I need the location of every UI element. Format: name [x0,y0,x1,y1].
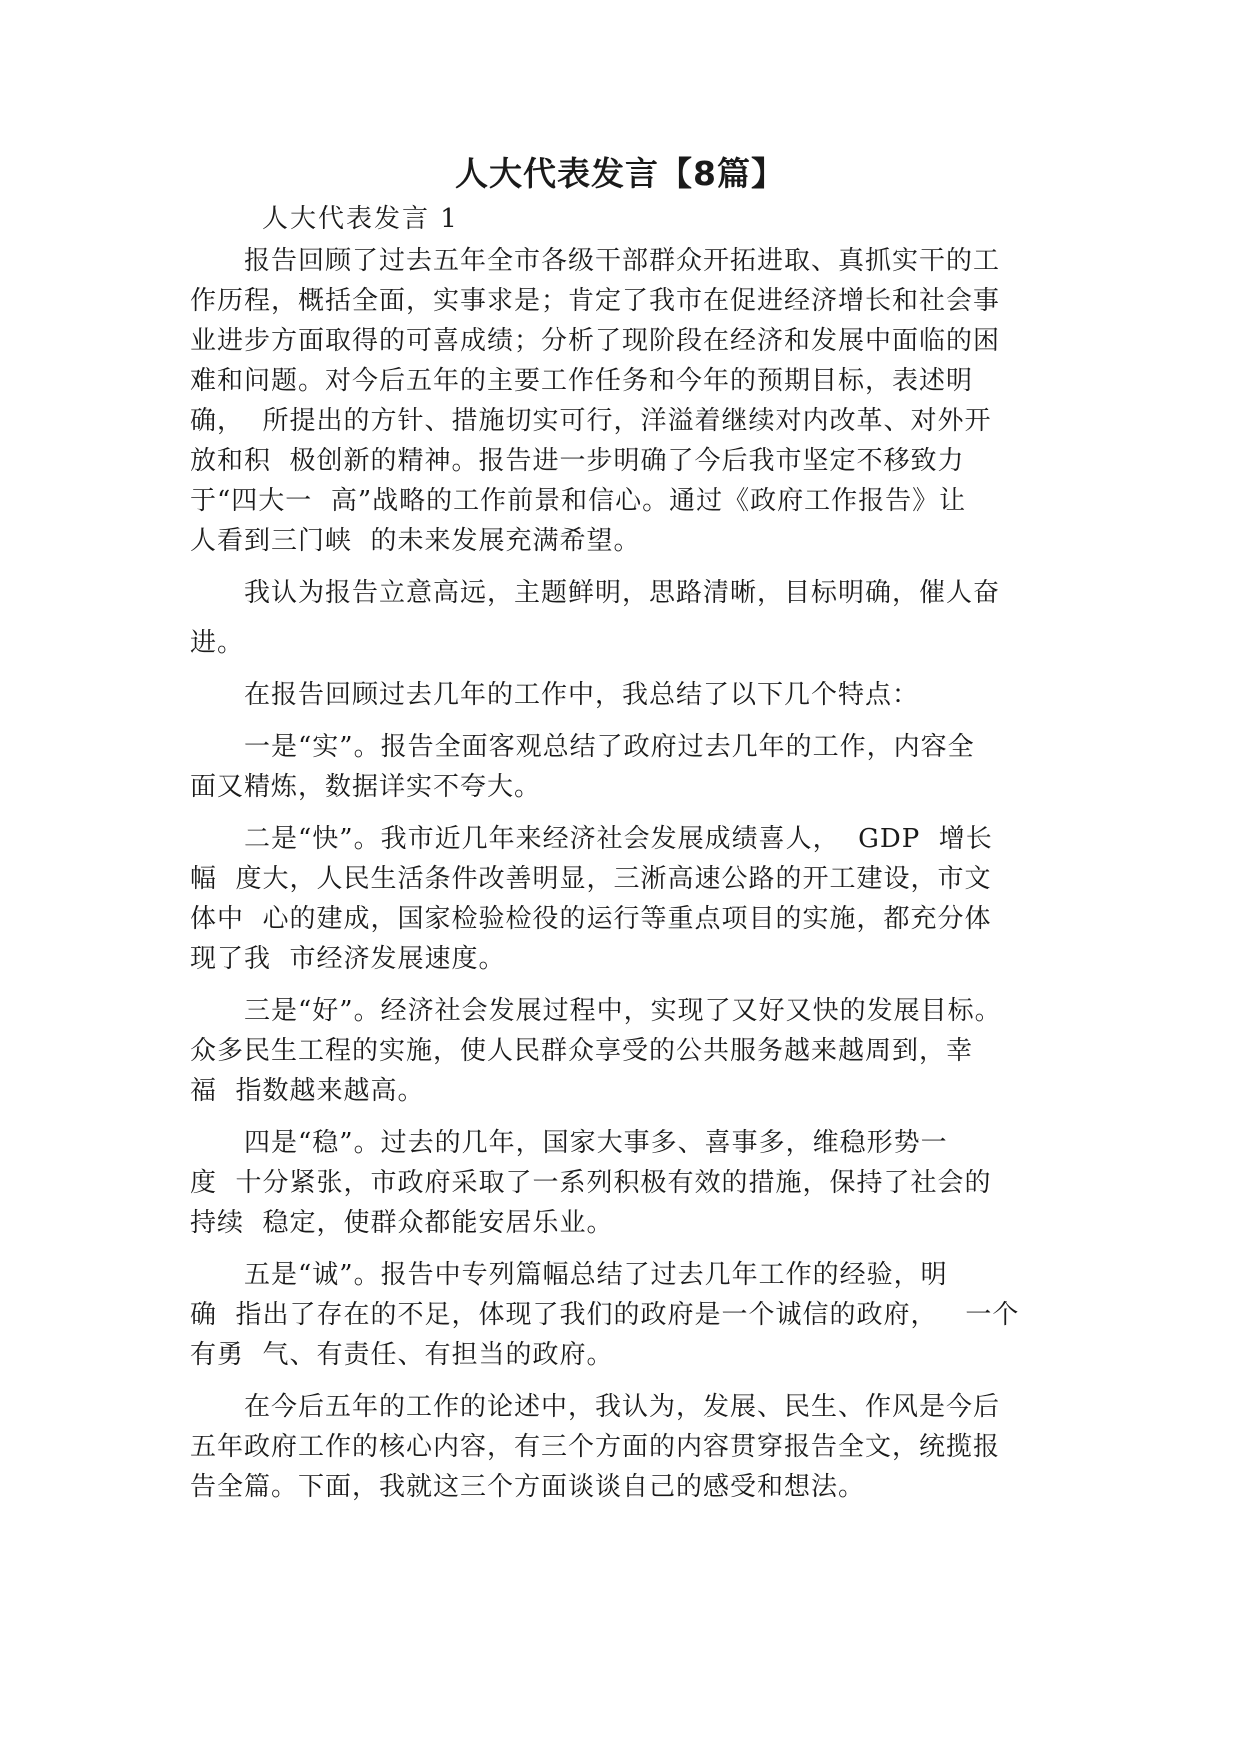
paragraph [190,819,1060,979]
paragraph-line: 众多民生工程的实施，使人民群众享受的公共服务越来越周到，幸 [190,1036,974,1066]
paragraph-line: 在今后五年的工作的论述中，我认为，发展、民生、作风是今后 [190,1392,1001,1422]
paragraph-line: 于“四大一 高”战略的工作前景和信心。通过《政府工作报告》让 [190,486,967,516]
paragraph-line: 进。 [190,628,245,658]
paragraph-line: 三是“好”。经济社会发展过程中，实现了又好又快的发展目标。 [190,996,1002,1026]
paragraph [190,991,1060,1111]
paragraph-line: 确 指出了存在的不足，体现了我们的政府是一个诚信的政府， 一个 [190,1300,1020,1330]
paragraph-line: 持续 稳定，使群众都能安居乐业。 [190,1208,614,1238]
paragraph-line: 五年政府工作的核心内容，有三个方面的内容贯穿报告全文，统揽报 [190,1432,1001,1462]
paragraph-line: 一是“实”。报告全面客观总结了政府过去几年的工作，内容全 [190,732,975,762]
paragraph-line: 在报告回顾过去几年的工作中，我总结了以下几个特点： [190,680,920,710]
paragraph-line: 业进步方面取得的可喜成绩；分析了现阶段在经济和发展中面临的困 [190,326,1001,356]
paragraph-line: 福 指数越来越高。 [190,1076,425,1106]
paragraph-line: 度 十分紧张，市政府采取了一系列积极有效的措施，保持了社会的 [190,1168,992,1198]
paragraph [190,675,1060,715]
paragraph [190,241,1060,561]
document-body [190,241,1060,1519]
document-title: 人大代表发言【8篇】 [455,154,785,193]
paragraph-line: 幅 度大，人民生活条件改善明显，三淅高速公路的开工建设，市文 [190,864,992,894]
paragraph-line: 人看到三门峡 的未来发展充满希望。 [190,526,641,556]
paragraph [190,1387,1060,1507]
paragraph-line: 确， 所提出的方针、措施切实可行，洋溢着继续对内改革、对外开 [190,406,992,436]
paragraph [190,573,1060,663]
paragraph-line: 四是“稳”。过去的几年，国家大事多、喜事多，维稳形势一 [190,1128,948,1158]
paragraph-line: 体中 心的建成，国家检验检役的运行等重点项目的实施，都充分体 [190,904,992,934]
paragraph-line: 难和问题。对今后五年的主要工作任务和今年的预期目标，表述明 [190,366,974,396]
paragraph-line: 我认为报告立意高远，主题鲜明，思路清晰，目标明确，催人奋 [190,578,1001,608]
paragraph-line: 放和积 极创新的精神。报告进一步明确了今后我市坚定不移致力 [190,446,965,476]
paragraph-line: 报告回顾了过去五年全市各级干部群众开拓进取、真抓实干的工 [190,246,1001,276]
paragraph-line: 有勇 气、有责任、有担当的政府。 [190,1340,614,1370]
paragraph [190,727,1060,807]
paragraph-line: 五是“诚”。报告中专列篇幅总结了过去几年工作的经验，明 [190,1260,948,1290]
paragraph-line: 告全篇。下面，我就这三个方面谈谈自己的感受和想法。 [190,1472,866,1502]
paragraph-line: 现了我 市经济发展速度。 [190,944,506,974]
section-heading: 人大代表发言 1 [262,204,459,234]
paragraph-line: 面又精炼，数据详实不夸大。 [190,772,542,802]
paragraph [190,1123,1060,1243]
paragraph [190,1255,1060,1375]
paragraph-line: 作历程，概括全面，实事求是；肯定了我市在促进经济增长和社会事 [190,286,1001,316]
paragraph-line: 二是“快”。我市近几年来经济社会发展成绩喜人， GDP 增长 [190,824,993,854]
